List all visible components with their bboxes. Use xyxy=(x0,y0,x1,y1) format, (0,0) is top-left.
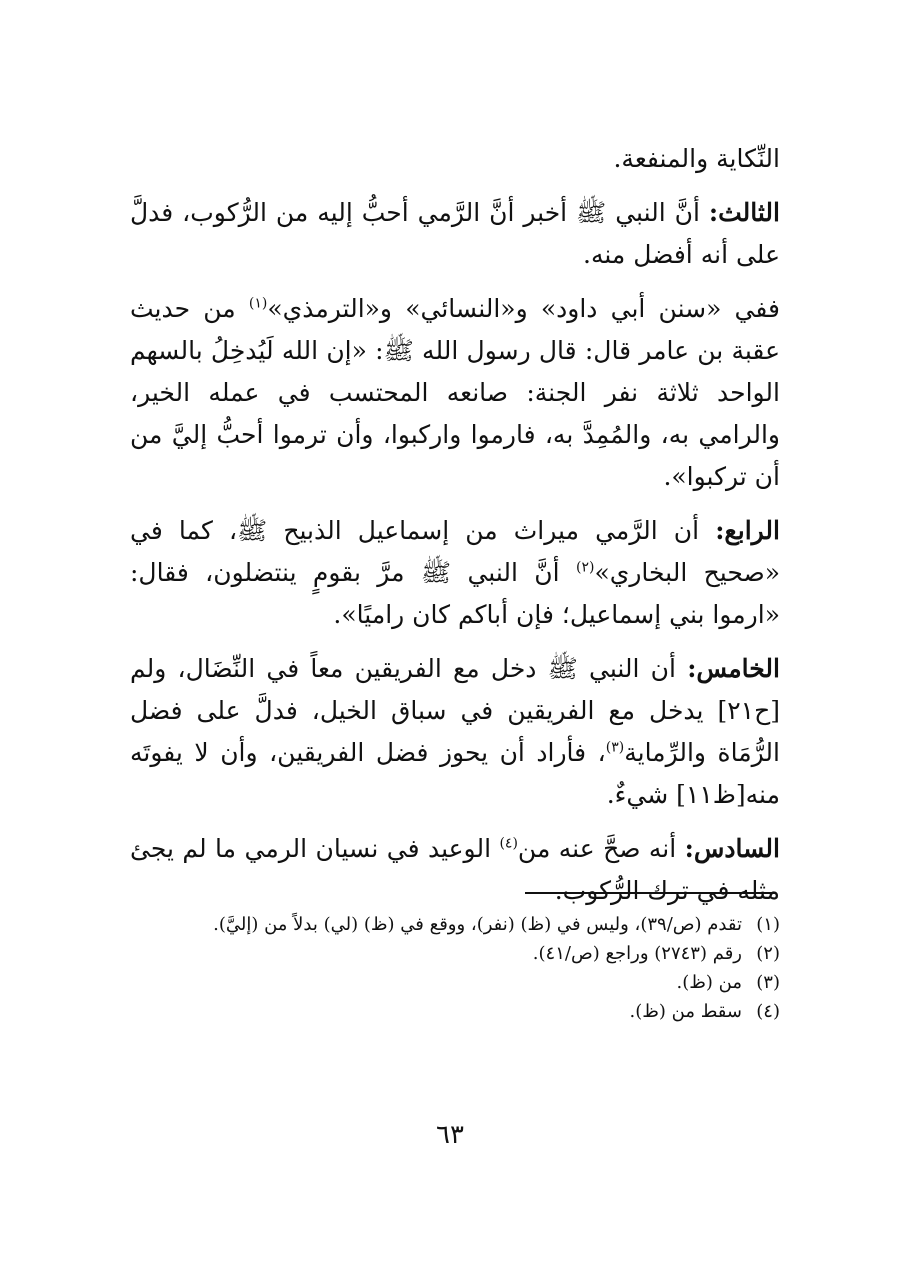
paragraph-intro-ending xyxy=(130,138,780,180)
footnote-number: (٢) xyxy=(756,943,780,964)
paragraph-heading: الثالث: xyxy=(708,198,780,227)
footnote-text: رقم (٢٧٤٣) وراجع (ص/٤١). xyxy=(532,943,742,964)
footnote-item xyxy=(130,939,780,968)
footnote-divider xyxy=(525,892,775,894)
paragraph-fourth xyxy=(130,510,780,636)
paragraph-body-after: الوعيد في نسيان الرمي ما لم يجئ مثله في ترك الرُّكوب. xyxy=(130,834,780,905)
footnote-text: تقدم (ص/٣٩)، وليس في (ظ) (نفر)، ووقع في (ظ) (لي) بدلاً من (إليَّ). xyxy=(213,914,742,935)
paragraph-heading: الخامس: xyxy=(687,654,780,683)
footnote-text: سقط من (ظ). xyxy=(629,1001,742,1022)
footnote-ref: (٢) xyxy=(576,559,595,576)
paragraph-sixth xyxy=(130,828,780,912)
footnote-text: من (ظ). xyxy=(676,972,742,993)
paragraph-body-after: أنَّ النبي ﷺ مرَّ بقومٍ ينتضلون، فقال: «ارموا بني إسماعيل؛ فإن أباكم كان راميًا». xyxy=(130,558,780,629)
footnotes xyxy=(130,910,780,1026)
paragraph-body-after: من حديث عقبة بن عامر قال: قال رسول الله ﷺ: «إن الله لَيُدخِلُ بالسهم الواحد ثلاثة نفر الجنة: صانعه المحتسب في عمله الخير، والرامي به، والمُمِدَّ به، فارموا واركبوا، وأن ترموا أحبُّ إليَّ من أن تركبوا». xyxy=(130,294,780,491)
paragraph-heading: الرابع: xyxy=(715,516,780,545)
paragraph-body-before: أن الرَّمي ميراث من إسماعيل الذبيح ﷺ، كما في «صحيح البخاري» xyxy=(130,516,780,587)
paragraph-fifth xyxy=(130,648,780,816)
footnote-ref: (١) xyxy=(248,295,268,312)
footnote-item xyxy=(130,997,780,1026)
paragraph-body: النِّكاية والمنفعة. xyxy=(613,144,780,173)
paragraph-body: أنَّ النبي ﷺ أخبر أنَّ الرَّمي أحبُّ إليه من الرُّكوب، فدلَّ على أنه أفضل منه. xyxy=(130,198,780,269)
main-text xyxy=(130,138,780,924)
paragraph-body-before: أن النبي ﷺ دخل مع الفريقين معاً في النِّضَال، ولم [ح٢١] يدخل مع الفريقين في سباق الخيل، فدلَّ على فضل الرُّمَاة والرِّماية xyxy=(130,654,780,767)
paragraph-heading: السادس: xyxy=(684,834,780,863)
footnote-item xyxy=(130,910,780,939)
footnote-ref: (٤) xyxy=(499,835,518,852)
footnote-number: (٣) xyxy=(756,972,780,993)
footnote-number: (٤) xyxy=(756,1001,780,1022)
paragraph-third xyxy=(130,192,780,276)
page-number: ٦٣ xyxy=(436,1120,464,1150)
footnote-number: (١) xyxy=(756,914,780,935)
footnote-item xyxy=(130,968,780,997)
paragraph-hadith-uqba xyxy=(130,288,780,498)
paragraph-body-after: ، فأراد أن يحوز فضل الفريقين، وأن لا يفوتَه منه[ظ١١] شيءٌ. xyxy=(130,738,780,809)
paragraph-body-before: ففي «سنن أبي داود» و«النسائي» و«الترمذي» xyxy=(267,294,780,323)
paragraph-body-before: أنه صحَّ عنه من xyxy=(517,834,685,863)
footnote-ref: (٣) xyxy=(605,739,625,756)
